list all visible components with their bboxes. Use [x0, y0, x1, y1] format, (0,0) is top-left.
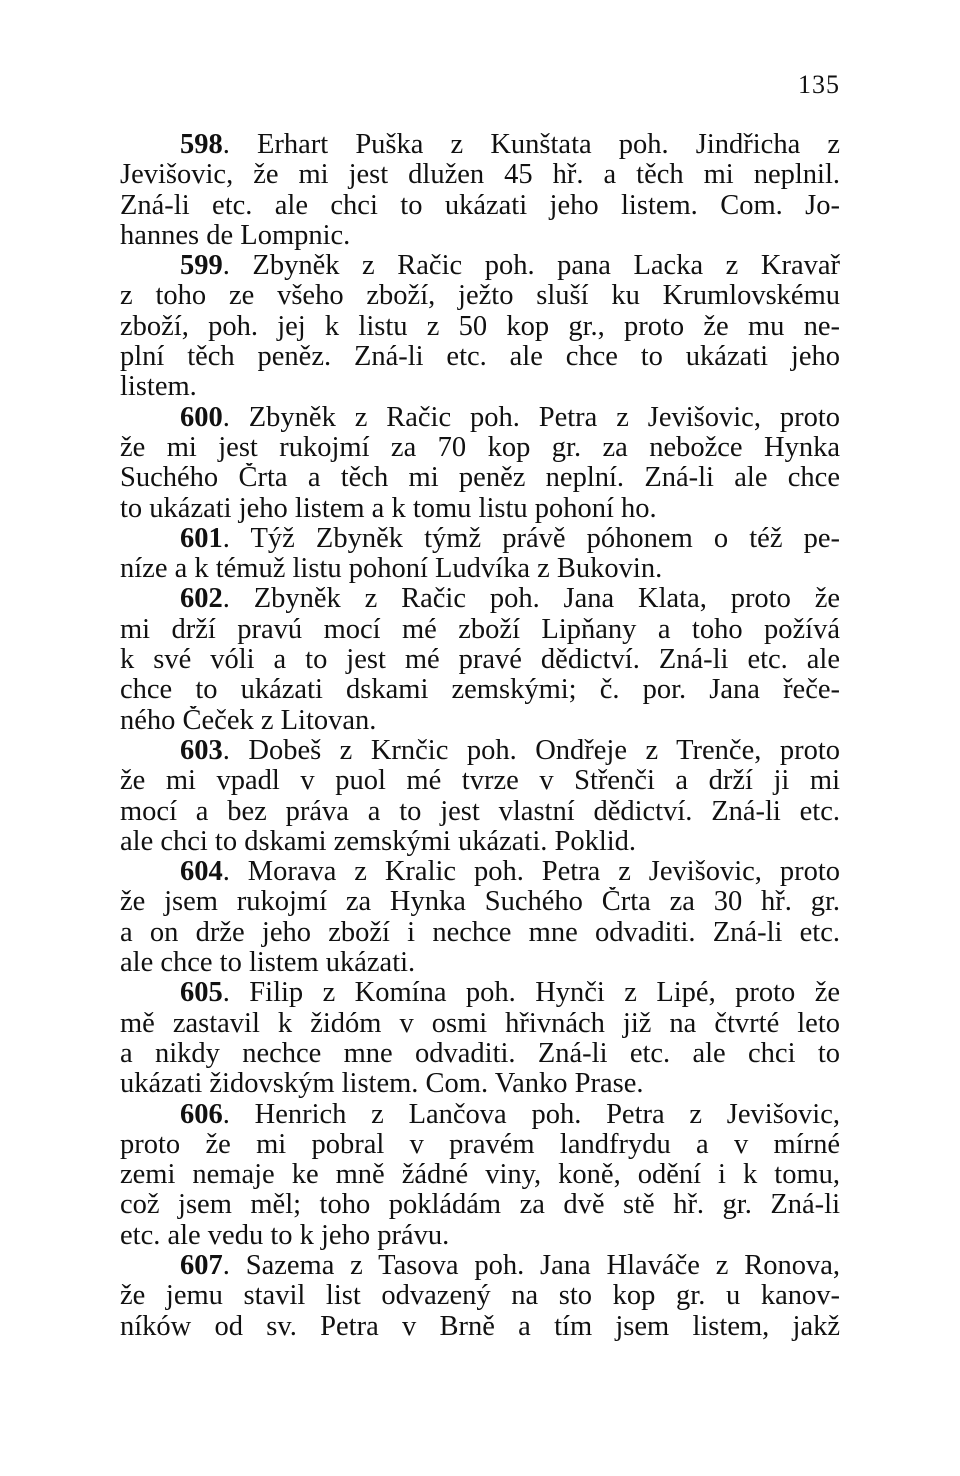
line-text: že mi jest rukojmí za 70 kop gr. za nebožce Hynka — [120, 432, 840, 463]
line-text: ukázati židovským listem. Com. Vanko Prase. — [120, 1069, 644, 1100]
entry-start-line — [120, 524, 840, 554]
entry-number: 606 — [180, 1099, 223, 1130]
line-text: . Týž Zbyněk týmž právě póhonem o též pe- — [222, 523, 840, 554]
text-line — [120, 160, 840, 190]
text-line — [120, 706, 840, 736]
entry-number: 602 — [180, 584, 223, 615]
entry-start-line — [120, 584, 840, 614]
entry-start-line — [120, 736, 840, 766]
entry-number: 604 — [180, 857, 223, 888]
line-text: listem. — [120, 372, 197, 403]
line-text: . Zbyněk z Račic poh. Petra z Jevišovic, proto — [222, 402, 840, 433]
line-text: zboží, poh. jej k listu z 50 kop gr., proto že mu ne- — [120, 311, 840, 342]
line-text: . Henrich z Lančova poh. Petra z Jevišovic, — [222, 1099, 840, 1130]
text-line — [120, 494, 840, 524]
entry-number: 605 — [180, 978, 223, 1009]
line-text: ale chci to dskami zemskými ukázati. Poklid. — [120, 826, 637, 857]
line-text: ale chce to listem ukázati. — [120, 948, 416, 979]
line-text: a on drže jeho zboží i nechce mne odvaditi. Zná-li etc. — [120, 917, 840, 948]
text-line — [120, 1221, 840, 1251]
line-text: etc. ale vedu to k jeho právu. — [120, 1220, 450, 1251]
text-line — [120, 645, 840, 675]
text-line — [120, 1009, 840, 1039]
text-line — [120, 948, 840, 978]
line-text: plní těch peněz. Zná-li etc. ale chce to ukázati jeho — [120, 342, 840, 373]
entry-number: 598 — [180, 130, 223, 160]
line-text: k své vóli a to jest mé pravé dědictví. Zná-li etc. ale — [120, 645, 840, 676]
line-text: to ukázati jeho listem a k tomu listu pohoní ho. — [120, 493, 657, 524]
line-text: níków od sv. Petra v Brně a tím jsem listem, jakž — [120, 1311, 840, 1342]
line-text: . Sazema z Tasova poh. Jana Hlaváče z Ronova, — [222, 1250, 840, 1281]
line-text: . Dobeš z Krnčic poh. Ondřeje z Trenče, proto — [222, 735, 840, 766]
line-text: že jsem rukojmí za Hynka Suchého Črta za 30 hř. gr. — [120, 887, 840, 918]
text-line — [120, 372, 840, 402]
text-line — [120, 827, 840, 857]
line-text: níze a k témuž listu pohoní Ludvíka z Bukovin. — [120, 554, 663, 585]
text-line — [120, 797, 840, 827]
text-block — [120, 130, 840, 1342]
text-line — [120, 918, 840, 948]
line-text: . Erhart Puška z Kunštata poh. Jindřicha z — [222, 130, 840, 160]
line-text: ného Čeček z Litovan. — [120, 705, 377, 736]
text-line — [120, 615, 840, 645]
text-line — [120, 1069, 840, 1099]
text-line — [120, 675, 840, 705]
line-text: což jsem měl; toho pokládám za dvě stě hř. gr. Zná-li — [120, 1190, 840, 1221]
entry-number: 603 — [180, 735, 223, 766]
line-text: . Filip z Komína poh. Hynči z Lipé, proto že — [222, 978, 840, 1009]
line-text: . Zbyněk z Račic poh. pana Lacka z Kravař — [222, 251, 840, 282]
text-line — [120, 1281, 840, 1311]
line-text: mě zastavil k židóm v osmi hřivnách již na čtvrté leto — [120, 1008, 840, 1039]
text-line — [120, 554, 840, 584]
entry-start-line — [120, 978, 840, 1008]
entry-start-line — [120, 1100, 840, 1130]
text-line — [120, 1190, 840, 1220]
line-text: mocí a bez práva a to jest vlastní dědictví. Zná-li etc. — [120, 796, 840, 827]
text-line — [120, 191, 840, 221]
line-text: . Zbyněk z Račic poh. Jana Klata, proto že — [222, 584, 840, 615]
line-text: Jevišovic, že mi jest dlužen 45 hř. a těch mi neplnil. — [120, 160, 840, 191]
text-line — [120, 342, 840, 372]
page-number: 135 — [798, 70, 840, 99]
line-text: Zná-li etc. ale chci to ukázati jeho listem. Com. Jo- — [120, 190, 840, 221]
text-line — [120, 221, 840, 251]
line-text: mi drží pravú mocí mé zboží Lipňany a toho požívá — [120, 614, 840, 645]
line-text: Suchého Črta a těch mi peněz neplní. Zná-li ale chce — [120, 463, 840, 494]
text-line — [120, 1039, 840, 1069]
line-text: . Morava z Kralic poh. Petra z Jevišovic, proto — [222, 857, 840, 888]
line-text: že mi vpadl v puol mé tvrze v Střenči a drží ji mi — [120, 766, 840, 797]
entry-number: 599 — [180, 251, 223, 282]
text-line — [120, 766, 840, 796]
line-text: z toho ze všeho zboží, ježto sluší ku Krumlovskému — [120, 281, 840, 312]
entry-start-line — [120, 403, 840, 433]
text-line — [120, 463, 840, 493]
text-line — [120, 1160, 840, 1190]
line-text: chce to ukázati dskami zemskými; č. por. Jana řeče- — [120, 675, 840, 706]
entry-start-line — [120, 130, 840, 160]
entry-number: 607 — [180, 1250, 223, 1281]
text-line — [120, 1130, 840, 1160]
line-text: že jemu stavil list odvazený na sto kop gr. u kanov- — [120, 1281, 840, 1312]
entry-start-line — [120, 251, 840, 281]
line-text: hannes de Lompnic. — [120, 220, 351, 251]
line-text: proto že mi pobral v pravém landfrydu a v mírné — [120, 1129, 840, 1160]
text-line — [120, 281, 840, 311]
entry-number: 601 — [180, 523, 223, 554]
entry-number: 600 — [180, 402, 223, 433]
line-text: a nikdy nechce mne odvaditi. Zná-li etc. ale chci to — [120, 1038, 840, 1069]
line-text: zemi nemaje ke mně žádné viny, koně, odění i k tomu, — [120, 1160, 840, 1191]
text-line — [120, 433, 840, 463]
text-line — [120, 887, 840, 917]
entry-start-line — [120, 1251, 840, 1281]
entry-start-line — [120, 857, 840, 887]
text-line — [120, 312, 840, 342]
text-line — [120, 1312, 840, 1342]
